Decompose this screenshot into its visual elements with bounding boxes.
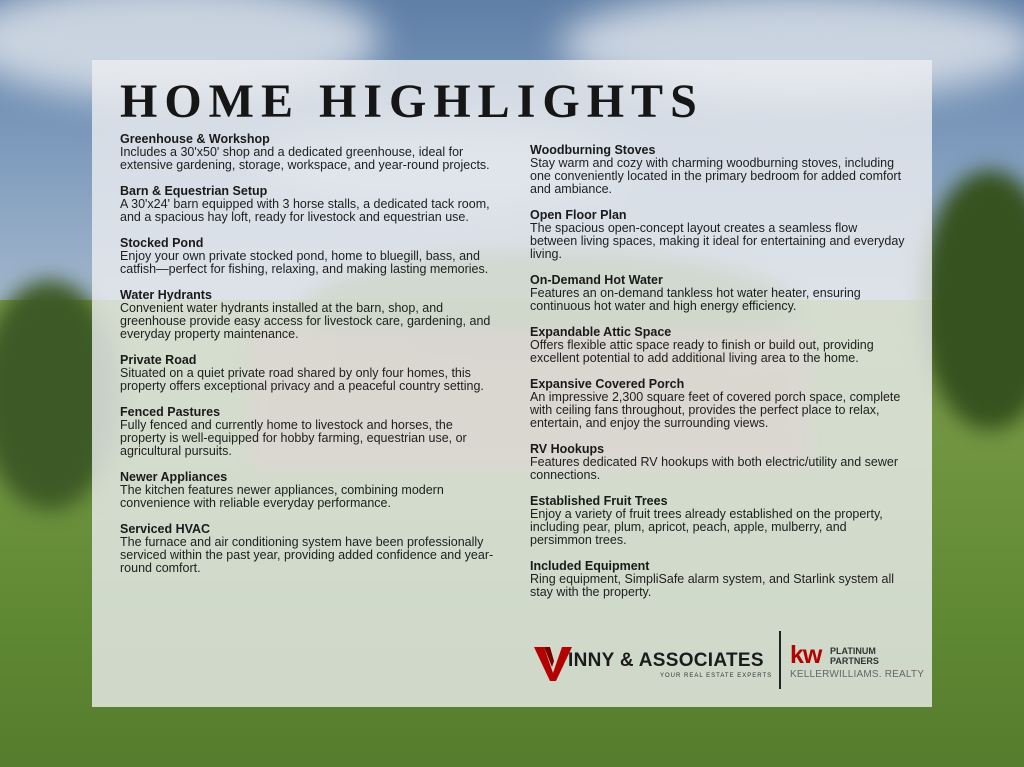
highlight-title: Water Hydrants <box>120 288 212 302</box>
highlight-item <box>530 209 905 261</box>
highlight-title: Woodburning Stoves <box>530 143 656 157</box>
highlight-item <box>120 289 495 341</box>
highlight-title: Fenced Pastures <box>120 405 221 419</box>
highlight-title: RV Hookups <box>530 442 605 456</box>
highlight-text: Features an on-demand tankless hot water heater, ensuring continuous hot water and high energy efficiency. <box>530 286 861 313</box>
highlight-text: Convenient water hydrants installed at the barn, shop, and greenhouse provide easy access for livestock care, gardening, and everyday property maintenance. <box>120 301 491 341</box>
highlight-item <box>530 443 905 482</box>
highlight-text: Ring equipment, SimpliSafe alarm system, and Starlink system all stay with the property. <box>530 572 895 599</box>
logo-divider <box>779 631 781 689</box>
highlight-text: Enjoy a variety of fruit trees already established on the property, including pear, plum, apricot, peach, apple, mulberry, and persimmon trees. <box>530 507 883 547</box>
highlight-item <box>530 560 905 599</box>
highlight-text: An impressive 2,300 square feet of covered porch space, complete with ceiling fans throughout, provides the perfect place to relax, entertain, and enjoy the surrounding views. <box>530 390 901 430</box>
highlight-item <box>530 274 905 313</box>
branding <box>532 631 925 693</box>
highlights-panel <box>92 60 932 707</box>
highlight-text: Includes a 30'x50' shop and a dedicated greenhouse, ideal for extensive gardening, storage, workspace, and year-round projects. <box>120 145 490 172</box>
highlight-title: Barn & Equestrian Setup <box>120 184 268 198</box>
highlight-item <box>120 471 495 510</box>
highlight-item <box>120 354 495 393</box>
agency-tagline: YOUR REAL ESTATE EXPERTS <box>660 673 773 679</box>
left-column <box>120 133 495 588</box>
highlight-title: Expansive Covered Porch <box>530 377 685 391</box>
agency-name: INNY & ASSOCIATES <box>568 650 764 671</box>
highlight-title: On-Demand Hot Water <box>530 273 663 287</box>
kw-platinum: PLATINUM <box>830 646 876 656</box>
highlight-title: Established Fruit Trees <box>530 494 668 508</box>
highlight-title: Newer Appliances <box>120 470 228 484</box>
kw-logo: kw <box>790 641 822 669</box>
highlight-item <box>530 144 905 196</box>
keller-williams-realty: KELLERWILLIAMS. REALTY <box>790 669 925 680</box>
highlight-item <box>120 523 495 575</box>
highlight-title: Greenhouse & Workshop <box>120 132 270 146</box>
highlight-item <box>530 378 905 430</box>
highlight-text: The kitchen features newer appliances, combining modern convenience with reliable everyday performance. <box>120 483 444 510</box>
highlight-text: Situated on a quiet private road shared by only four homes, this property offers exceptional privacy and a peaceful country setting. <box>120 366 484 393</box>
highlight-title: Serviced HVAC <box>120 522 211 536</box>
page-title: HOME HIGHLIGHTS <box>120 75 704 128</box>
highlight-title: Included Equipment <box>530 559 650 573</box>
highlight-text: A 30'x24' barn equipped with 3 horse stalls, a dedicated tack room, and a spacious hay loft, ready for livestock and equestrian use. <box>120 197 490 224</box>
highlight-text: Enjoy your own private stocked pond, home to bluegill, bass, and catfish—perfect for fishing, relaxing, and making lasting memories. <box>120 249 489 276</box>
highlight-item <box>120 185 495 224</box>
kw-partners: PARTNERS <box>830 656 879 666</box>
right-column <box>530 144 905 612</box>
highlight-item <box>530 326 905 365</box>
highlight-text: Stay warm and cozy with charming woodburning stoves, including one conveniently located in the primary bedroom for added comfort and ambiance. <box>530 156 902 196</box>
highlight-item <box>120 133 495 172</box>
highlight-item <box>120 237 495 276</box>
highlight-text: Features dedicated RV hookups with both electric/utility and sewer connections. <box>530 455 899 482</box>
highlight-title: Stocked Pond <box>120 236 204 250</box>
highlight-text: Fully fenced and currently home to livestock and horses, the property is well-equipped for hobby farming, equestrian use, or agricultural pursuits. <box>120 418 467 458</box>
highlight-text: Offers flexible attic space ready to finish or build out, providing excellent potential to add additional living area to the home. <box>530 338 874 365</box>
highlight-item <box>120 406 495 458</box>
highlight-title: Private Road <box>120 353 197 367</box>
highlight-text: The spacious open-concept layout creates a seamless flow between living spaces, making it ideal for entertaining and everyday living. <box>530 221 905 261</box>
highlight-item <box>530 495 905 547</box>
highlight-title: Expandable Attic Space <box>530 325 672 339</box>
highlight-title: Open Floor Plan <box>530 208 627 222</box>
highlight-text: The furnace and air conditioning system have been professionally serviced within the past year, providing added confidence and year-round comfort. <box>120 535 494 575</box>
